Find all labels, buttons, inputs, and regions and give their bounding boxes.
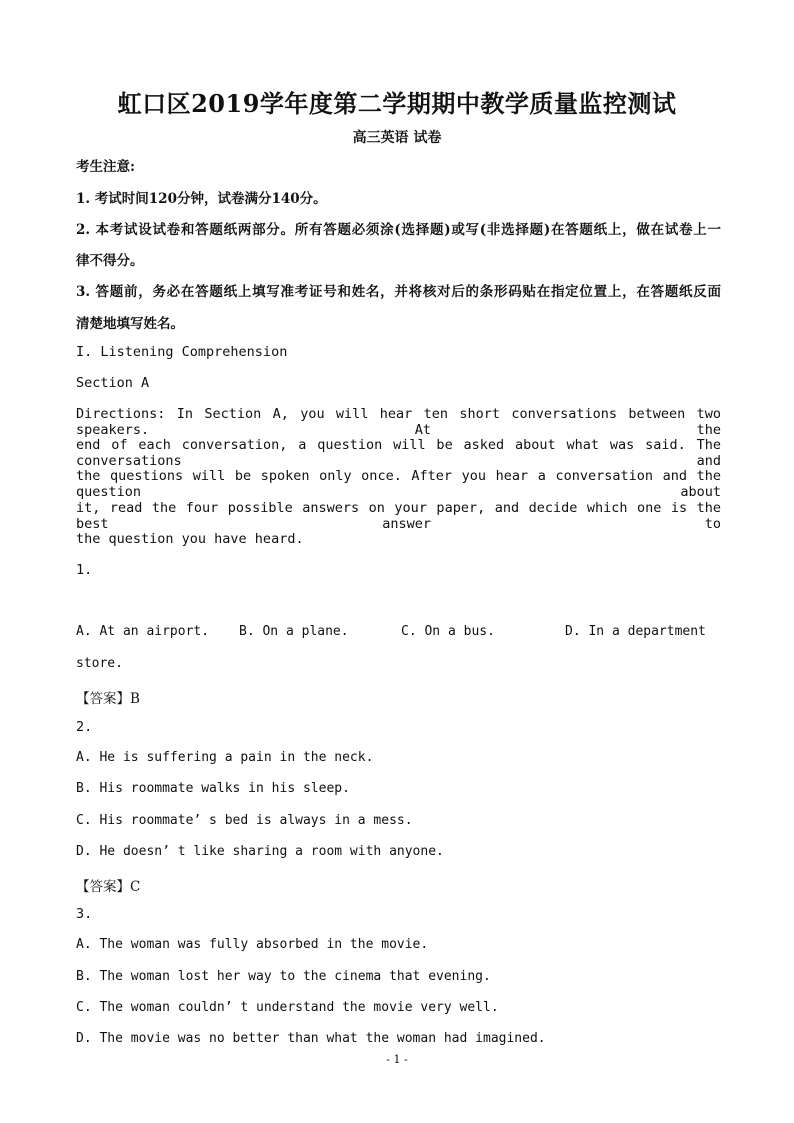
answer-key: 【答案】C — [76, 879, 141, 895]
directions-line: the question you have heard. — [76, 531, 304, 547]
option-a: A. He is suffering a pain in the neck. — [76, 750, 374, 765]
notice-item-3-line-1: 3. 答题前，务必在答题纸上填写准考证号和姓名，并将核对后的条形码贴在指定位置上，在答题纸反面 — [76, 284, 721, 300]
directions-line: Directions: In Section A, you will hear ten short conversations between two speakers. At the — [76, 406, 721, 438]
option-d: D. The movie was no better than what the woman had imagined. — [76, 1031, 546, 1046]
option-b: B. His roommate walks in his sleep. — [76, 781, 350, 796]
notice-item-2-line-1: 2. 本考试设试卷和答题纸两部分。所有答题必须涂(选择题)或写(非选择题)在答题纸上，做在试卷上一 — [76, 222, 721, 238]
directions-line: the questions will be spoken only once. After you hear a conversation and the question about — [76, 468, 721, 500]
option-b: B. On a plane. — [239, 624, 349, 639]
page-number: - 1 - — [386, 1053, 408, 1066]
directions-line: end of each conversation, a question will be asked about what was said. The conversations and — [76, 437, 721, 469]
exam-subtitle: 高三英语 试卷 — [352, 130, 442, 146]
part-heading: I. Listening Comprehension — [76, 344, 288, 360]
section-heading: Section A — [76, 375, 150, 391]
option-a: A. At an airport. — [76, 624, 210, 639]
exam-title: 虹口区2019学年度第二学期期中教学质量监控测试 — [117, 89, 677, 118]
option-b: B. The woman lost her way to the cinema that evening. — [76, 969, 491, 984]
notice-item-3-line-2: 清楚地填写姓名。 — [76, 316, 184, 332]
option-a: A. The woman was fully absorbed in the movie. — [76, 937, 429, 952]
question-number: 1. — [76, 562, 93, 578]
option-c: C. His roommate’ s bed is always in a mess. — [76, 813, 413, 828]
notice-item-2-line-2: 律不得分。 — [76, 253, 144, 269]
option-d: D. He doesn’ t like sharing a room with anyone. — [76, 844, 444, 859]
answer-key: 【答案】B — [76, 691, 140, 707]
option-d-wrap: store. — [76, 656, 123, 671]
question-number: 2. — [76, 719, 93, 735]
option-c: C. The woman couldn’ t understand the movie very well. — [76, 1000, 499, 1015]
option-d: D. In a department — [565, 624, 706, 639]
notice-item-1: 1. 考试时间120分钟，试卷满分140分。 — [76, 191, 327, 207]
notice-heading: 考生注意: — [76, 159, 135, 175]
question-number: 3. — [76, 906, 93, 922]
directions-line: it, read the four possible answers on your paper, and decide which one is the best answer to — [76, 500, 721, 532]
option-c: C. On a bus. — [401, 624, 495, 639]
